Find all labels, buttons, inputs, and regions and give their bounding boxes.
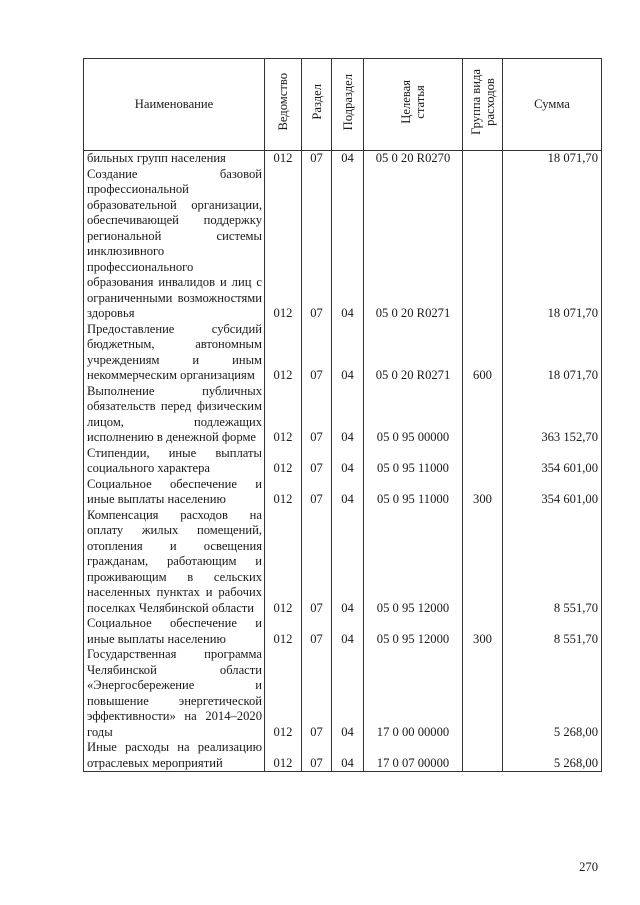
cell-target-article: 05 0 95 12000 bbox=[364, 508, 463, 617]
cell-amount: 5 268,00 bbox=[503, 740, 602, 772]
cell-subsection: 04 bbox=[332, 740, 364, 772]
cell-subsection: 04 bbox=[332, 151, 364, 167]
cell-name: Компенсация расходов на оплату жилых помещений, отопления и освещения гражданам, работающим и проживающим в сельских населенных пунктах и рабочих поселках Челябинской области bbox=[84, 508, 265, 617]
cell-expense-group: 300 bbox=[463, 616, 503, 647]
cell-section: 07 bbox=[302, 384, 332, 446]
cell-subsection: 04 bbox=[332, 477, 364, 508]
table-row bbox=[84, 384, 602, 446]
cell-department: 012 bbox=[265, 167, 302, 322]
table-row bbox=[84, 167, 602, 322]
cell-department: 012 bbox=[265, 616, 302, 647]
cell-amount: 363 152,70 bbox=[503, 384, 602, 446]
cell-amount: 18 071,70 bbox=[503, 322, 602, 384]
cell-name: Социальное обеспечение и иные выплаты населению bbox=[84, 616, 265, 647]
cell-department: 012 bbox=[265, 384, 302, 446]
cell-department: 012 bbox=[265, 151, 302, 167]
cell-amount: 18 071,70 bbox=[503, 167, 602, 322]
header-expense-group bbox=[463, 59, 503, 151]
cell-expense-group: 300 bbox=[463, 477, 503, 508]
cell-name: Иные расходы на реализацию отраслевых мероприятий bbox=[84, 740, 265, 772]
table-row bbox=[84, 508, 602, 617]
cell-amount: 18 071,70 bbox=[503, 151, 602, 167]
table-row bbox=[84, 322, 602, 384]
cell-expense-group bbox=[463, 508, 503, 617]
header-department bbox=[265, 59, 302, 151]
page-number: 270 bbox=[579, 860, 598, 874]
table-row bbox=[84, 446, 602, 477]
cell-department: 012 bbox=[265, 446, 302, 477]
cell-target-article: 05 0 95 11000 bbox=[364, 446, 463, 477]
cell-section: 07 bbox=[302, 616, 332, 647]
cell-expense-group bbox=[463, 446, 503, 477]
cell-section: 07 bbox=[302, 477, 332, 508]
cell-expense-group bbox=[463, 740, 503, 772]
cell-subsection: 04 bbox=[332, 322, 364, 384]
cell-amount: 354 601,00 bbox=[503, 477, 602, 508]
cell-target-article: 05 0 95 00000 bbox=[364, 384, 463, 446]
cell-section: 07 bbox=[302, 508, 332, 617]
header-target-article bbox=[364, 59, 463, 151]
cell-target-article: 17 0 07 00000 bbox=[364, 740, 463, 772]
cell-subsection: 04 bbox=[332, 616, 364, 647]
cell-subsection: 04 bbox=[332, 508, 364, 617]
header-section-label: Раздел bbox=[309, 84, 324, 121]
cell-name: Выполнение публичных обязательств перед физическим лицом, подлежащих исполнению в денежной форме bbox=[84, 384, 265, 446]
header-section bbox=[302, 59, 332, 151]
cell-amount: 5 268,00 bbox=[503, 647, 602, 740]
cell-department: 012 bbox=[265, 508, 302, 617]
cell-target-article: 05 0 20 R0271 bbox=[364, 322, 463, 384]
cell-subsection: 04 bbox=[332, 384, 364, 446]
header-name-label: Наименование bbox=[134, 96, 214, 111]
cell-name: Социальное обеспечение и иные выплаты населению bbox=[84, 477, 265, 508]
cell-expense-group: 600 bbox=[463, 322, 503, 384]
cell-subsection: 04 bbox=[332, 647, 364, 740]
cell-name: Государственная программа Челябинской области «Энергосбережение и повышение энергетической эффективности» на 2014–2020 годы bbox=[84, 647, 265, 740]
cell-expense-group bbox=[463, 167, 503, 322]
header-name bbox=[84, 59, 265, 151]
cell-name: Стипендии, иные выплаты социального характера bbox=[84, 446, 265, 477]
cell-amount: 354 601,00 bbox=[503, 446, 602, 477]
cell-expense-group bbox=[463, 384, 503, 446]
header-subsection-label: Подраздел bbox=[340, 74, 355, 131]
cell-name: Создание базовой профессиональной образовательной организации, обеспечивающей поддержку региональной системы инклюзивного профессионального образования инвалидов и лиц с ограниченными возможностями здоровья bbox=[84, 167, 265, 322]
cell-section: 07 bbox=[302, 446, 332, 477]
cell-department: 012 bbox=[265, 740, 302, 772]
cell-subsection: 04 bbox=[332, 446, 364, 477]
header-amount bbox=[503, 59, 602, 151]
table-row bbox=[84, 647, 602, 740]
cell-section: 07 bbox=[302, 167, 332, 322]
cell-expense-group bbox=[463, 151, 503, 167]
cell-section: 07 bbox=[302, 647, 332, 740]
cell-department: 012 bbox=[265, 322, 302, 384]
budget-table bbox=[83, 58, 602, 772]
cell-name: бильных групп населения bbox=[84, 151, 265, 167]
cell-amount: 8 551,70 bbox=[503, 616, 602, 647]
cell-section: 07 bbox=[302, 740, 332, 772]
table-row bbox=[84, 740, 602, 772]
cell-target-article: 05 0 20 R0270 bbox=[364, 151, 463, 167]
table-row bbox=[84, 151, 602, 167]
table-header-row bbox=[84, 59, 602, 151]
cell-subsection: 04 bbox=[332, 167, 364, 322]
cell-target-article: 05 0 95 12000 bbox=[364, 616, 463, 647]
cell-department: 012 bbox=[265, 647, 302, 740]
header-subsection bbox=[332, 59, 364, 151]
cell-target-article: 17 0 00 00000 bbox=[364, 647, 463, 740]
cell-section: 07 bbox=[302, 322, 332, 384]
cell-amount: 8 551,70 bbox=[503, 508, 602, 617]
table-body bbox=[84, 151, 602, 772]
header-target-article-label: Целевая статья bbox=[399, 80, 427, 125]
cell-target-article: 05 0 20 R0271 bbox=[364, 167, 463, 322]
table-row bbox=[84, 477, 602, 508]
header-amount-label: Сумма bbox=[534, 96, 570, 111]
header-expense-group-label: Группа вида расходов bbox=[468, 69, 497, 136]
cell-name: Предоставление субсидий бюджетным, автономным учреждениям и иным некоммерческим организациям bbox=[84, 322, 265, 384]
table-row bbox=[84, 616, 602, 647]
cell-target-article: 05 0 95 11000 bbox=[364, 477, 463, 508]
cell-expense-group bbox=[463, 647, 503, 740]
header-department-label: Ведомство bbox=[276, 73, 290, 131]
cell-department: 012 bbox=[265, 477, 302, 508]
cell-section: 07 bbox=[302, 151, 332, 167]
